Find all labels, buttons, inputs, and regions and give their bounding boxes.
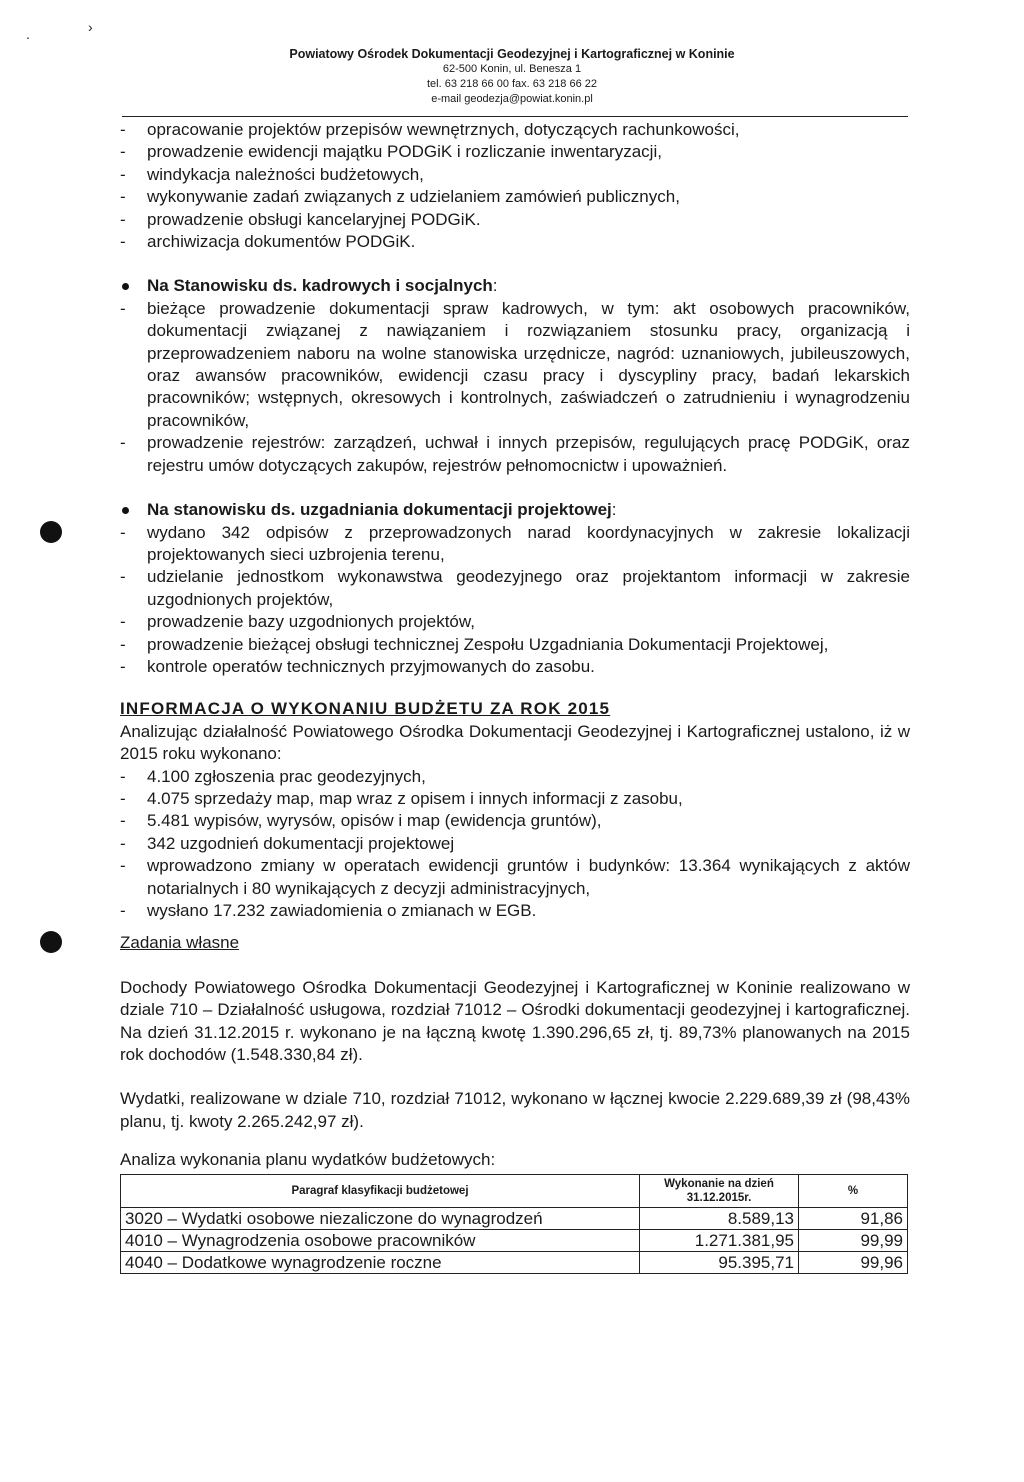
column-header: Paragraf klasyfikacji budżetowej — [121, 1174, 640, 1207]
list-item: - 5.481 wypisów, wyrysów, opisów i map (ewidencja gruntów), — [120, 810, 910, 832]
table-cell: 95.395,71 — [640, 1251, 799, 1273]
table-cell: 3020 – Wydatki osobowe niezaliczone do wynagrodzeń — [121, 1207, 640, 1229]
list-item: - windykacja należności budżetowych, — [120, 164, 910, 186]
list-item: - archiwizacja dokumentów PODGiK. — [120, 231, 910, 253]
scan-mark: › — [88, 19, 93, 35]
org-email: e-mail geodezja@powiat.konin.pl — [431, 93, 593, 105]
section-heading: Na Stanowisku ds. kadrowych i socjalnych: — [120, 275, 910, 297]
list-item: - prowadzenie ewidencji majątku PODGiK i rozliczanie inwentaryzacji, — [120, 141, 910, 163]
list-item: - 342 uzgodnień dokumentacji projektowej — [120, 833, 910, 855]
income-paragraph: Dochody Powiatowego Ośrodka Dokumentacji Geodezyjnej i Kartograficznej w Koninie realizowano w dziale 710 – Działalność usługowa, rozdział 71012 – Ośrodki dokumentacji geodezyjnej i kartograficznej. Na dzień 31.12.2015 r. wykonano je na łączną kwotę 1.390.296,65 zł, tj. 89,73% planowanych na 2015 rok dochodów (1.548.330,84 zł). — [120, 977, 910, 1065]
org-name: Powiatowy Ośrodek Dokumentacji Geodezyjnej i Kartograficznej w Koninie — [289, 47, 735, 61]
list-item: - prowadzenie bieżącej obsługi technicznej Zespołu Uzgadniania Dokumentacji Projektowej, — [120, 634, 910, 656]
table-row — [121, 1251, 908, 1273]
list-item: - bieżące prowadzenie dokumentacji spraw kadrowych, w tym: akt osobowych pracowników, dokumentacji związanej z nawiązaniem i rozwiązaniem stosunku pracy, organizacją i przeprowadzeniem naboru na wolne stanowiska urzędnicze, nagród: uznaniowych, jubileuszowych, oraz awansów pracowników, ewidencji czasu pracy i dyscypliny pracy, badań lekarskich pracowników; wstępnych, okresowych i kontrolnych, zaświadczeń o zatrudnieniu i wynagrodzeniu pracowników, — [120, 298, 910, 432]
budget-table — [120, 1174, 908, 1274]
list-item: - wysłano 17.232 zawiadomienia o zmianach w EGB. — [120, 900, 910, 922]
scan-mark: . — [26, 26, 30, 42]
accounting-duties-list — [120, 119, 910, 253]
table-cell: 8.589,13 — [640, 1207, 799, 1229]
list-item: - prowadzenie rejestrów: zarządzeń, uchwał i innych przepisów, regulujących pracę PODGiK, oraz rejestru umów dotyczących zakupów, rejestrów pełnomocnictw i upoważnień. — [120, 432, 910, 477]
list-item: - 4.100 zgłoszenia prac geodezyjnych, — [120, 766, 910, 788]
list-item: - udzielanie jednostkom wykonawstwa geodezyjnego oraz projektantom informacji w zakresie uzgodnionych projektów, — [120, 566, 910, 611]
table-cell: 4010 – Wynagrodzenia osobowe pracowników — [121, 1229, 640, 1251]
budget-results-list — [120, 766, 910, 923]
column-header: Wykonanie na dzień 31.12.2015r. — [640, 1174, 799, 1207]
list-item: - kontrole operatów technicznych przyjmowanych do zasobu. — [120, 656, 910, 678]
budget-title: INFORMACJA O WYKONANIU BUDŻETU ZA ROK 2015 — [120, 699, 611, 719]
org-phone: tel. 63 218 66 00 fax. 63 218 66 22 — [426, 78, 598, 90]
hr-section — [120, 275, 910, 477]
coordination-section — [120, 499, 910, 678]
letterhead — [0, 46, 1024, 107]
table-header-row — [121, 1174, 908, 1207]
table-row — [121, 1207, 908, 1229]
analysis-heading: Analiza wykonania planu wydatków budżetowych: — [120, 1150, 496, 1170]
hr-heading: Na Stanowisku ds. kadrowych i socjalnych — [147, 276, 493, 296]
expense-paragraph: Wydatki, realizowane w dziale 710, rozdział 71012, wykonano w łącznej kwocie 2.229.689,39 zł (98,43% planu, tj. kwoty 2.265.242,97 zł). — [120, 1089, 910, 1131]
list-item: - wykonywanie zadań związanych z udzielaniem zamówień publicznych, — [120, 186, 910, 208]
table-cell: 4040 – Dodatkowe wynagrodzenie roczne — [121, 1251, 640, 1273]
list-item: - wydano 342 odpisów z przeprowadzonych narad koordynacyjnych w zakresie lokalizacji projektowanych sieci uzbrojenia terenu, — [120, 522, 910, 567]
main-content — [120, 119, 910, 1274]
table-cell: 99,99 — [799, 1229, 908, 1251]
own-tasks-heading: Zadania własne — [120, 933, 240, 953]
list-item: - 4.075 sprzedaży map, map wraz z opisem i innych informacji z zasobu, — [120, 788, 910, 810]
table-row — [121, 1229, 908, 1251]
list-item: - wprowadzono zmiany w operatach ewidencji gruntów i budynków: 13.364 wynikających z aktów notarialnych i 80 wynikających z decyzji administracyjnych, — [120, 855, 910, 900]
list-item: - opracowanie projektów przepisów wewnętrznych, dotyczących rachunkowości, — [120, 119, 910, 141]
header-divider — [122, 116, 908, 117]
org-address: 62-500 Konin, ul. Benesza 1 — [442, 63, 582, 75]
punch-hole-icon — [40, 521, 62, 543]
table-cell: 99,96 — [799, 1251, 908, 1273]
column-header: % — [799, 1174, 908, 1207]
list-item: - prowadzenie obsługi kancelaryjnej PODGiK. — [120, 209, 910, 231]
budget-intro: Analizując działalność Powiatowego Ośrodka Dokumentacji Geodezyjnej i Kartograficznej ustalono, iż w 2015 roku wykonano: — [120, 721, 910, 764]
section-heading: Na stanowisku ds. uzgadniania dokumentacji projektowej: — [120, 499, 910, 521]
punch-hole-icon — [40, 931, 62, 953]
table-cell: 91,86 — [799, 1207, 908, 1229]
table-cell: 1.271.381,95 — [640, 1229, 799, 1251]
coordination-heading: Na stanowisku ds. uzgadniania dokumentacji projektowej — [147, 500, 612, 520]
list-item: - prowadzenie bazy uzgodnionych projektów, — [120, 611, 910, 633]
